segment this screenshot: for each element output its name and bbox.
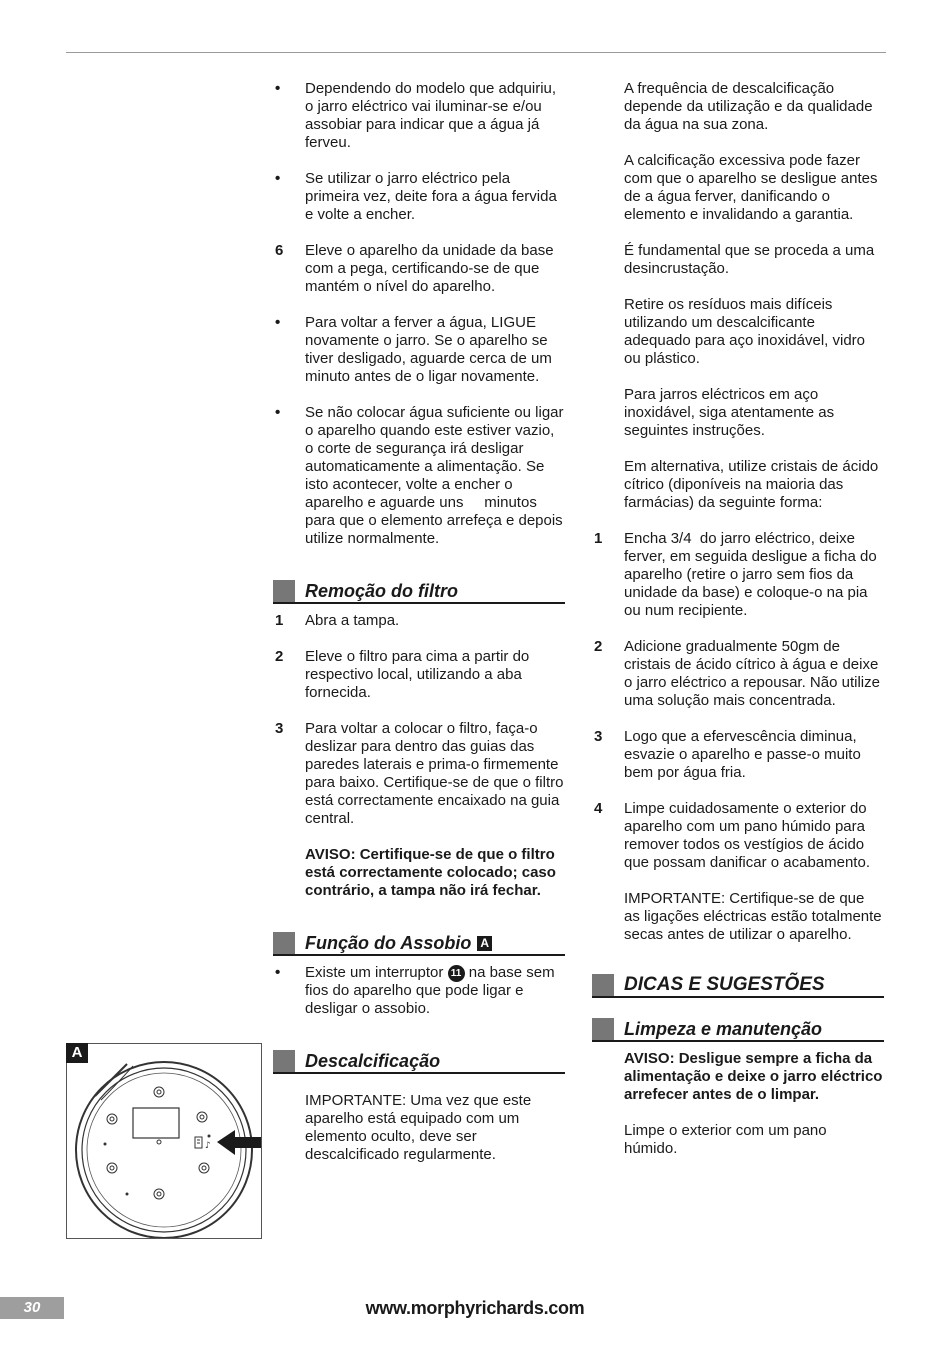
list-item: • Existe um interruptor 11 na base sem fios do aparelho que pode ligar e desligar o assobio. [275, 964, 555, 1017]
list-item: • Se não colocar água suficiente ou ligar o aparelho quando este estiver vazio, o corte de segurança irá desligar automaticamente a alimentação. Se isto acontecer, volte a encher o aparelho e aguarde uns minutos para que o elemento arrefeça e depois utilize normalmente. [275, 404, 568, 547]
heading-square [273, 580, 295, 602]
list-item: • Dependendo do modelo que adquiriu, o jarro eléctrico vai iluminar-se e/ou assobiar para indicar que a água já ferveu. [275, 80, 557, 151]
paragraph: A calcificação excessiva pode fazer com que o aparelho se desligue antes de a água ferver, danificando o elemento e invalidando a garantia. [624, 152, 878, 223]
cleaning-warning: AVISO: Desligue sempre a ficha da alimentação e deixe o jarro eléctrico arrefecer antes de o limpar. [624, 1050, 883, 1103]
middle-column [273, 80, 568, 1182]
figure-ref-badge: A [477, 936, 492, 951]
heading-square [592, 974, 614, 996]
list-item: • Para voltar a ferver a água, LIGUE novamente o jarro. Se o aparelho se tiver desligado, aguarde cerca de um minuto antes de o ligar novamente. [275, 314, 552, 385]
top-rule [66, 52, 886, 53]
step-item: 4 Limpe cuidadosamente o exterior do aparelho com um pano húmido para remover todos os vestígios de ácido que possam danificar o acabamento. [594, 800, 870, 871]
filter-warning: AVISO: Certifique-se de que o filtro está correctamente colocado; caso contrário, a tampa não irá fechar. [305, 846, 556, 899]
paragraph: Retire os resíduos mais difíceis utilizando um descalcificante adequado para aço inoxidável, vidro ou plástico. [624, 296, 866, 367]
section-heading-filter: Remoção do filtro [273, 580, 565, 604]
descale-text: IMPORTANTE: Uma vez que este aparelho está equipado com um elemento oculto, deve ser descalcificado regularmente. [305, 1092, 532, 1163]
section-heading-cleaning: Limpeza e manutenção [592, 1018, 884, 1042]
paragraph: Em alternativa, utilize cristais de ácido cítrico (diponíveis na maioria das farmácias) da seguinte forma: [624, 458, 879, 511]
heading-square [592, 1018, 614, 1040]
part-number-icon: 11 [448, 965, 465, 982]
paragraph: Para jarros eléctricos em aço inoxidável, siga atentamente as seguintes instruções. [624, 386, 835, 439]
right-column [592, 80, 884, 1176]
kettle-base-illustration [66, 1043, 262, 1239]
list-item: • Se utilizar o jarro eléctrico pela primeira vez, deite fora a água fervida e volte a encher. [275, 170, 557, 223]
list-item: 6 Eleve o aparelho da unidade da base com a pega, certificando-se de que mantém o nível do aparelho. [275, 242, 554, 295]
website-url: www.morphyrichards.com [365, 1298, 585, 1318]
step-item: 1 Encha 3/4 do jarro eléctrico, deixe ferver, em seguida desligue a ficha do aparelho (retire o jarro sem fios da unidade da base) e coloque-o na pia ou num recipiente. [594, 530, 881, 619]
step-item: 3 Para voltar a colocar o filtro, faça-o deslizar para dentro das guias das paredes laterais e prima-o firmemente para baixo. Certifique-se de que o filtro está correctamente encaixado na guia central. [275, 720, 564, 827]
step-item: 2 Eleve o filtro para cima a partir do respectivo local, utilizando a aba fornecida. [275, 648, 530, 701]
step-item: 1 Abra a tampa. [275, 612, 400, 629]
heading-square [273, 932, 295, 954]
section-heading-tips: DICAS E SUGESTÕES [592, 974, 884, 998]
heading-square [273, 1050, 295, 1072]
kettle-base-drawing [67, 1044, 261, 1238]
step-item: 2 Adicione gradualmente 50gm de cristais de ácido cítrico à água e deixe o jarro eléctrico a repousar. Não utilize uma solução mais concentrada. [594, 638, 880, 709]
section-heading-whistle: Função do Assobio A [273, 932, 565, 956]
section-heading-descale: Descalcificação [273, 1050, 565, 1074]
paragraph: É fundamental que se proceda a uma desincrustação. [624, 242, 875, 277]
important-note: IMPORTANTE: Certifique-se de que as ligações eléctricas estão totalmente secas antes de utilizar o aparelho. [624, 890, 882, 943]
step-item: 3 Logo que a efervescência diminua, esvazie o aparelho e passe-o muito bem por água fria. [594, 728, 861, 781]
figure-label: A [66, 1043, 88, 1063]
svg-text:♪: ♪ [205, 1141, 211, 1151]
paragraph: A frequência de descalcificação depende da utilização e da qualidade da água na sua zona. [624, 80, 873, 133]
cleaning-text: Limpe o exterior com um pano húmido. [624, 1122, 827, 1157]
page-number: 30 [0, 1297, 64, 1319]
